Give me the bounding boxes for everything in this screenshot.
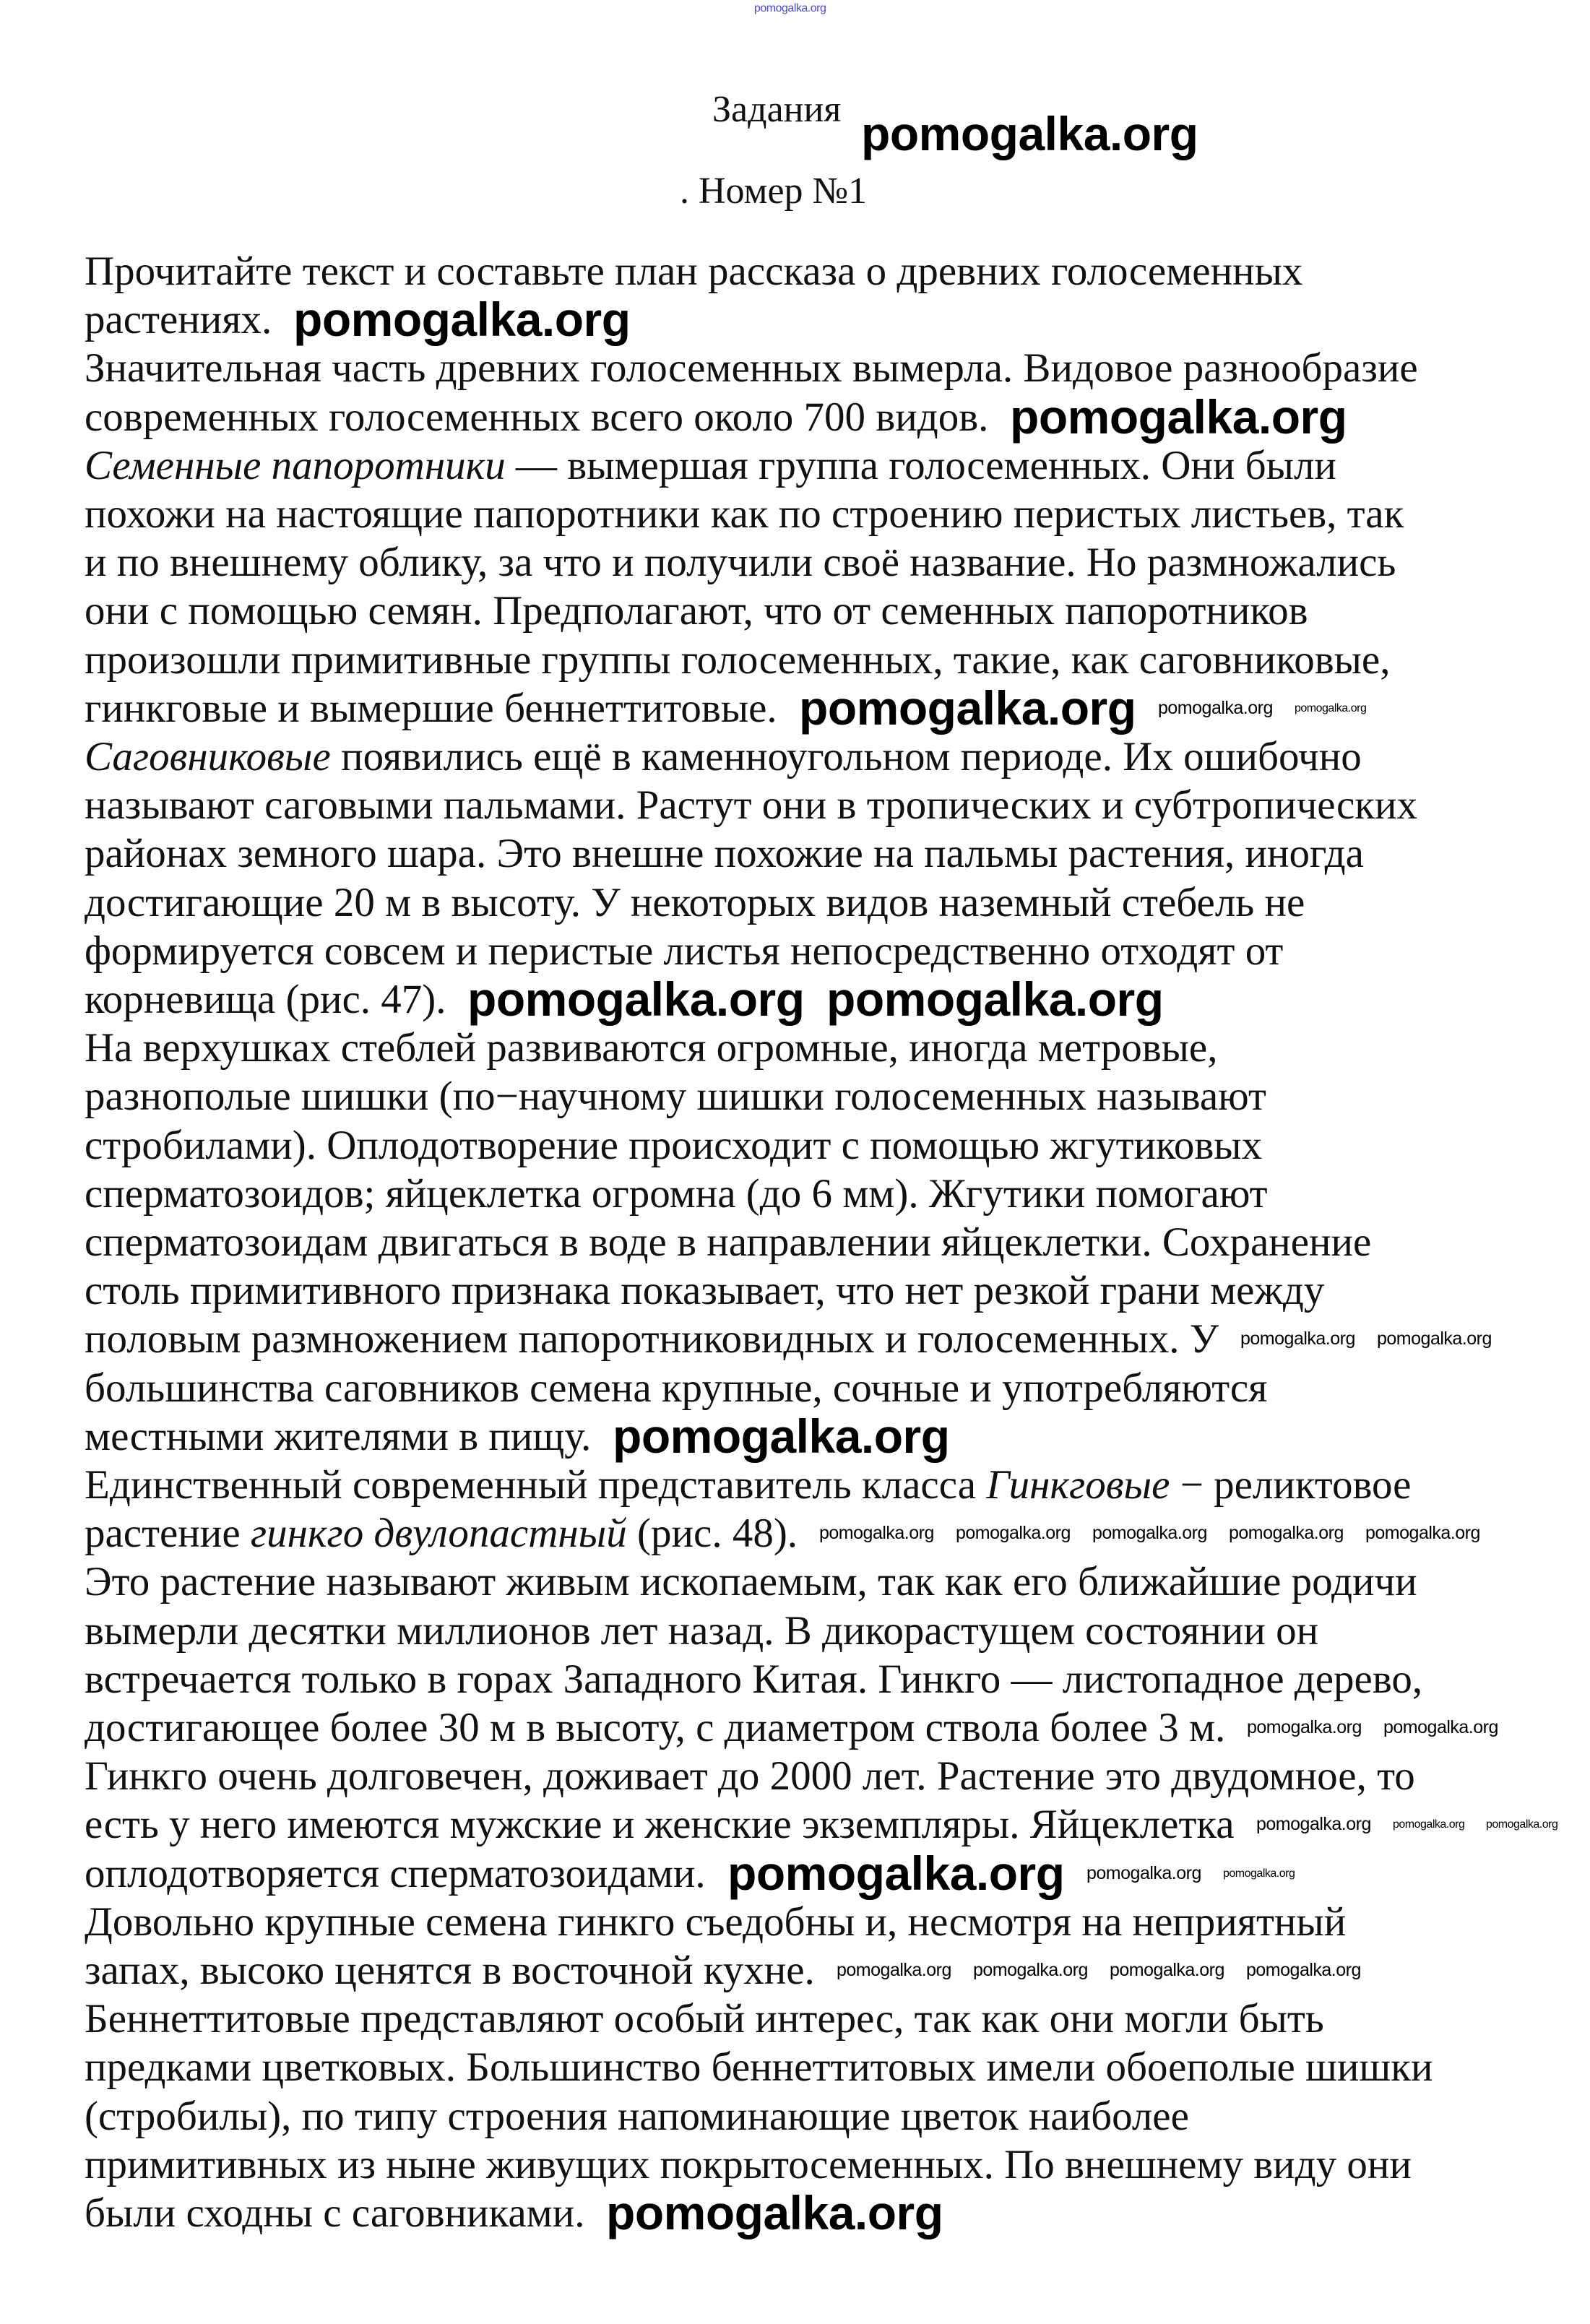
text-segment: (стробилы), по типу строения напоминающие цветок наиболее <box>85 2093 1189 2139</box>
watermark: pomogalka.org <box>727 1846 1065 1900</box>
text-segment: формируется совсем и перистые листья непосредственно отходят от <box>85 928 1284 974</box>
text-line <box>85 975 446 1024</box>
text-segment: они с помощью семян. Предполагают, что от семенных папоротников <box>85 588 1308 634</box>
text-segment: На верхушках стеблей развиваются огромные, иногда метровые, <box>85 1025 1218 1071</box>
text-segment: запах, высоко ценятся в восточной кухне. <box>85 1948 815 1993</box>
watermark: pomogalka.org <box>826 972 1164 1026</box>
text-segment: примитивных из ныне живущих покрытосеменных. По внешнему виду они <box>85 2141 1412 2187</box>
text-segment: большинства саговников семена крупные, сочные и употребляются <box>85 1365 1268 1411</box>
watermark: pomogalka.org <box>861 107 1198 160</box>
text-segment: встречается только в горах Западного Китая. Гинкго — листопадное дерево, <box>85 1656 1423 1702</box>
text-segment: предками цветковых. Большинство беннеттитовых имели обоеполые шишки <box>85 2044 1433 2091</box>
text-segment: разнополые шишки (по−научному шишки голосеменных называют <box>85 1074 1266 1120</box>
text-line <box>85 587 1308 635</box>
watermark: pomogalka.org <box>606 2186 943 2239</box>
text-segment: местными жителями в пищу. <box>85 1413 592 1459</box>
text-segment: достигающее более 30 м в высоту, с диаметром ствола более 3 м. <box>85 1705 1226 1750</box>
watermark: pomogalka.org <box>467 972 805 1026</box>
text-line <box>85 344 1418 392</box>
watermark: pomogalka.org <box>819 1523 934 1543</box>
text-line <box>85 1558 1417 1606</box>
watermark: pomogalka.org <box>1377 1329 1492 1349</box>
text-segment: (рис. 48). <box>626 1511 798 1557</box>
text-line <box>85 733 1362 781</box>
watermark: pomogalka.org <box>1010 390 1347 444</box>
text-segment: растение <box>85 1511 251 1557</box>
text-line <box>85 1607 1318 1655</box>
text-segment: произошли примитивные группы голосеменных, такие, как саговниковые, <box>85 636 1391 683</box>
text-segment: называют саговыми пальмами. Растут они в тропических и субтропических <box>85 782 1417 829</box>
text-line <box>85 1849 706 1898</box>
text-line <box>85 1461 1411 1509</box>
text-line <box>85 1800 1235 1849</box>
text-line <box>85 927 1283 975</box>
watermark: pomogalka.org <box>1256 1814 1371 1834</box>
text-line <box>85 1509 798 1558</box>
page-heading-title: Задания <box>712 89 842 130</box>
text-segment: были сходны с саговниками. <box>85 2190 585 2236</box>
text-segment: сперматозоидам двигаться в воде в направлении яйцеклетки. Сохранение <box>85 1219 1372 1265</box>
text-line <box>85 295 272 344</box>
watermark: pomogalka.org <box>1295 702 1367 714</box>
text-segment: растениях. <box>85 297 272 343</box>
watermark: pomogalka.org <box>1247 1717 1362 1737</box>
text-segment: стробилами). Оплодотворение происходит с помощью жгутиковых <box>85 1122 1263 1168</box>
text-segment: Беннеттитовые представляют особый интерес, так как они могли быть <box>85 1996 1324 2042</box>
text-line <box>85 1655 1422 1703</box>
text-segment: районах земного шара. Это внешне похожие на пальмы растения, иногда <box>85 831 1364 877</box>
text-line <box>85 829 1364 878</box>
text-line <box>85 1121 1262 1170</box>
text-line <box>85 1752 1415 1800</box>
text-segment: Единственный современный представитель класса <box>85 1462 987 1508</box>
text-segment: столь примитивного признака показывает, что нет резкой грани между <box>85 1268 1325 1314</box>
watermark: pomogalka.org <box>1229 1523 1344 1543</box>
text-line <box>85 393 988 441</box>
text-line <box>85 1072 1266 1120</box>
text-line <box>85 1024 1217 1072</box>
text-line <box>85 1412 591 1461</box>
watermark: pomogalka.org <box>613 1409 950 1463</box>
text-line <box>85 1995 1324 2043</box>
watermark: pomogalka.org <box>1240 1329 1355 1349</box>
text-line <box>85 1218 1371 1266</box>
text-line <box>85 2141 1412 2189</box>
italic-term: гинкго двулопастный <box>250 1511 627 1557</box>
text-line <box>85 2189 584 2237</box>
text-segment: гинкговые и вымершие беннеттитовые. <box>85 685 777 731</box>
text-segment: Прочитайте текст и составьте план рассказа о древних голосеменных <box>85 249 1303 294</box>
text-line <box>85 878 1305 927</box>
watermark: pomogalka.org <box>973 1960 1088 1980</box>
text-line <box>85 2043 1433 2091</box>
text-segment: Значительная часть древних голосеменных вымерла. Видовое разнообразие <box>85 345 1418 392</box>
watermark: pomogalka.org <box>1158 698 1273 718</box>
watermark: pomogalka.org <box>799 681 1136 735</box>
watermark: pomogalka.org <box>1110 1960 1224 1980</box>
text-line <box>85 490 1404 538</box>
text-segment: современных голосеменных всего около 700 видов. <box>85 394 989 440</box>
text-segment: вымерли десятки миллионов лет назад. В дикорастущем состоянии он <box>85 1607 1319 1654</box>
text-line <box>85 441 1336 490</box>
watermark: pomogalka.org <box>1246 1960 1361 1980</box>
watermark: pomogalka.org <box>1393 1818 1465 1831</box>
watermark: pomogalka.org <box>1486 1818 1558 1831</box>
text-line <box>85 1703 1225 1752</box>
italic-term: Семенные папоротники <box>85 442 506 488</box>
text-line <box>85 1898 1346 1946</box>
text-segment: сперматозоидов; яйцеклетка огромна (до 6 мм). Жгутики помогают <box>85 1170 1268 1217</box>
text-line <box>85 1315 1219 1363</box>
text-line <box>85 247 1302 295</box>
text-segment: — вымершая группа голосеменных. Они были <box>505 442 1336 488</box>
italic-term: Саговниковые <box>85 734 331 779</box>
text-segment: Это растение называют живым ископаемым, так как его ближайшие родичи <box>85 1559 1417 1605</box>
text-segment: появились ещё в каменноугольном периоде. Их ошибочно <box>330 734 1362 779</box>
text-line <box>85 684 777 733</box>
italic-term: Гинкговые <box>986 1462 1170 1508</box>
text-segment: похожи на настоящие папоротники как по строению перистых листьев, так <box>85 491 1404 537</box>
text-segment: достигающие 20 м в высоту. У некоторых видов наземный стебель не <box>85 879 1305 925</box>
text-line <box>85 1170 1268 1218</box>
watermark: pomogalka.org <box>754 2 826 14</box>
text-line <box>85 2092 1189 2141</box>
text-line <box>85 636 1390 684</box>
watermark: pomogalka.org <box>956 1523 1071 1543</box>
watermark: pomogalka.org <box>837 1960 951 1980</box>
text-segment: и по внешнему облику, за что и получили своё название. Но размножались <box>85 540 1396 586</box>
text-segment: Гинкго очень долговечен, доживает до 2000 лет. Растение это двудомное, то <box>85 1753 1415 1800</box>
text-line <box>85 1266 1324 1315</box>
text-segment: оплодотворяется сперматозоидами. <box>85 1850 706 1896</box>
watermark: pomogalka.org <box>1223 1867 1295 1880</box>
task-number: . Номер №1 <box>680 170 868 212</box>
text-segment: есть у него имеются мужские и женские экземпляры. Яйцеклетка <box>85 1802 1235 1848</box>
watermark: pomogalka.org <box>1365 1523 1480 1543</box>
watermark: pomogalka.org <box>1086 1863 1201 1883</box>
text-line <box>85 1946 815 1995</box>
text-line <box>85 1364 1267 1412</box>
text-segment: корневища (рис. 47). <box>85 977 446 1022</box>
text-segment: Довольно крупные семена гинкго съедобны и, несмотря на неприятный <box>85 1898 1347 1945</box>
text-line <box>85 781 1417 829</box>
watermark: pomogalka.org <box>293 293 631 346</box>
text-segment: половым размножением папоротниковидных и голосеменных. У <box>85 1316 1219 1362</box>
watermark: pomogalka.org <box>1092 1523 1207 1543</box>
text-line <box>85 538 1396 587</box>
watermark: pomogalka.org <box>1383 1717 1498 1737</box>
text-segment: − реликтовое <box>1170 1462 1412 1508</box>
